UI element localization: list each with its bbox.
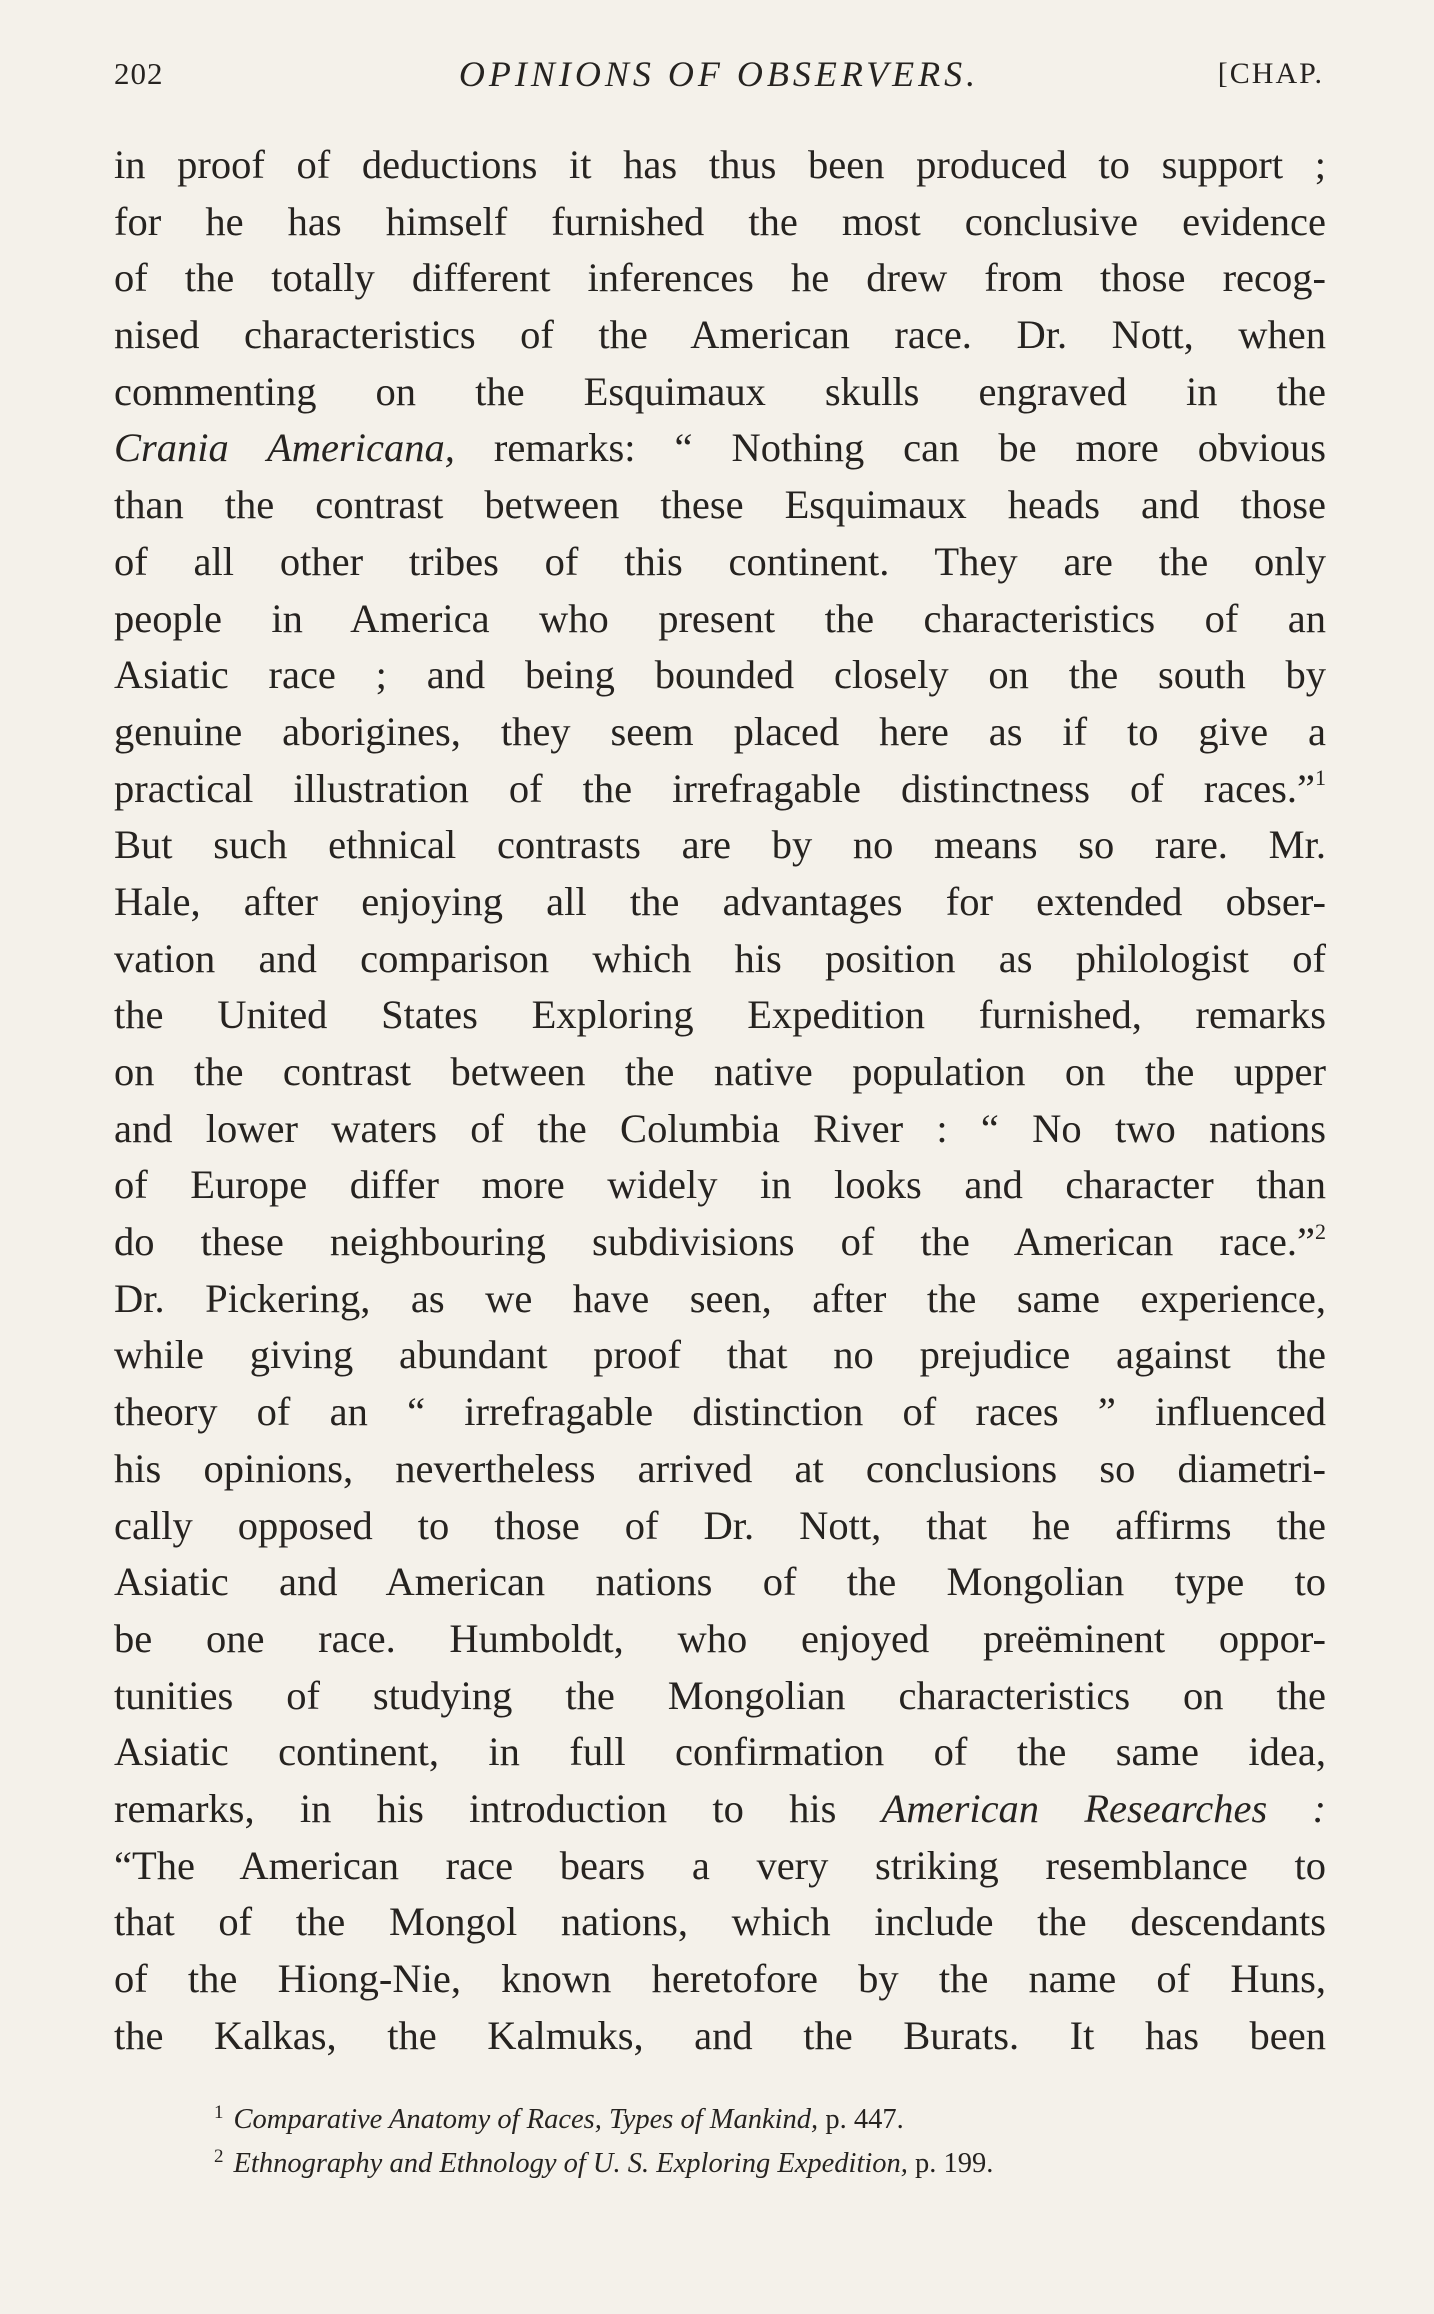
text-line — [114, 1894, 1326, 1951]
text-line — [114, 534, 1326, 591]
text-segment: Asiatic race ; and being bounded closely on the south by — [114, 652, 1326, 698]
text-line — [114, 2008, 1326, 2065]
text-line — [114, 987, 1326, 1044]
text-segment: while giving abundant proof that no prejudice against the — [114, 1332, 1326, 1378]
text-segment: Hale, after enjoying all the advantages for extended obser- — [114, 878, 1326, 924]
text-line — [114, 1157, 1326, 1214]
text-line — [114, 931, 1326, 988]
text-line — [114, 420, 1326, 477]
text-line — [114, 1044, 1326, 1101]
text-segment: Asiatic continent, in full confirmation of the same idea, — [114, 1729, 1326, 1775]
text-segment: his opinions, nevertheless arrived at conclusions so diametri- — [114, 1445, 1326, 1491]
text-line — [114, 761, 1326, 818]
text-segment: nised characteristics of the American race. Dr. Nott, when — [114, 312, 1326, 358]
text-segment: Dr. Pickering, as we have seen, after the same experience, — [114, 1275, 1326, 1321]
footnote — [214, 2098, 1314, 2142]
footnote-mark: 2 — [214, 2145, 224, 2167]
text-segment: that of the Mongol nations, which include the descendants — [114, 1899, 1326, 1945]
text-segment: remarks, in his introduction to his — [114, 1785, 882, 1831]
text-segment: of the totally different inferences he drew from those recog- — [114, 255, 1326, 301]
text-segment: in proof of deductions it has thus been produced to support ; — [114, 142, 1326, 187]
text-segment: vation and comparison which his position as philologist of — [114, 935, 1326, 981]
text-line — [114, 647, 1326, 704]
text-segment: of Europe differ more widely in looks and character than — [114, 1162, 1326, 1208]
text-line — [114, 704, 1326, 761]
body-text — [114, 137, 1326, 2064]
text-segment: the United States Exploring Expedition furnished, remarks — [114, 992, 1326, 1038]
footnote-reference: 1 — [1315, 765, 1326, 791]
text-segment: Asiatic and American nations of the Mongolian type to — [114, 1559, 1326, 1605]
text-line — [114, 250, 1326, 307]
text-segment: on the contrast between the native population on the upper — [114, 1049, 1326, 1094]
text-segment: practical illustration of the irrefragable distinctness of races.” — [114, 765, 1315, 811]
footnote-citation-title: Ethnography and Ethnology of U. S. Exploring Expedition, — [233, 2148, 908, 2179]
text-line — [114, 1441, 1326, 1498]
text-line — [114, 1611, 1326, 1668]
text-line — [114, 1214, 1326, 1271]
text-line — [114, 1951, 1326, 2008]
footnote-page-ref: p. 199. — [907, 2148, 994, 2179]
text-segment: tunities of studying the Mongolian characteristics on the — [114, 1672, 1326, 1718]
text-segment: of all other tribes of this continent. They are the only — [114, 538, 1326, 584]
text-line — [114, 1498, 1326, 1555]
text-line — [114, 1781, 1326, 1838]
italic-text: Crania Americana, — [114, 425, 455, 471]
chapter-marker: [CHAP. — [1217, 57, 1324, 90]
running-title: OPINIONS OF OBSERVERS. — [458, 54, 980, 94]
text-segment: But such ethnical contrasts are by no means so rare. Mr. — [114, 822, 1326, 868]
text-segment: the Kalkas, the Kalmuks, and the Burats. It has been — [114, 2012, 1326, 2058]
text-segment: people in America who present the characteristics of an — [114, 595, 1326, 641]
text-line — [114, 137, 1326, 194]
italic-text: American Researches : — [881, 1785, 1326, 1831]
footnote-citation-title: Comparative Anatomy of Races, Types of Mankind, — [233, 2104, 819, 2135]
text-segment: remarks: “ Nothing can be more obvious — [454, 425, 1327, 471]
text-segment: and lower waters of the Columbia River : “ No two nations — [114, 1105, 1326, 1151]
text-segment: for he has himself furnished the most conclusive evidence — [114, 198, 1326, 244]
running-head — [114, 52, 1324, 96]
text-line — [114, 817, 1326, 874]
text-line — [114, 1101, 1326, 1158]
text-line — [114, 1724, 1326, 1781]
text-segment: be one race. Humboldt, who enjoyed preëminent oppor- — [114, 1615, 1326, 1661]
page-number: 202 — [114, 56, 164, 91]
text-line — [114, 364, 1326, 421]
text-line — [114, 477, 1326, 534]
text-line — [114, 194, 1326, 251]
text-segment: than the contrast between these Esquimaux heads and those — [114, 482, 1326, 528]
text-segment: of the Hiong-Nie, known heretofore by the name of Huns, — [114, 1956, 1326, 2001]
text-segment: do these neighbouring subdivisions of the American race.” — [114, 1219, 1315, 1265]
text-line — [114, 874, 1326, 931]
footnote — [214, 2142, 1314, 2186]
text-segment: “The American race bears a very striking resemblance to — [114, 1842, 1326, 1888]
text-line — [114, 1668, 1326, 1725]
text-line — [114, 591, 1326, 648]
text-segment: commenting on the Esquimaux skulls engraved in the — [114, 368, 1326, 414]
text-line — [114, 307, 1326, 364]
text-line — [114, 1838, 1326, 1895]
footnotes — [214, 2098, 1314, 2186]
text-line — [114, 1327, 1326, 1384]
text-segment: theory of an “ irrefragable distinction of races ” influenced — [114, 1389, 1326, 1435]
footnote-page-ref: p. 447. — [818, 2104, 904, 2135]
footnote-mark: 1 — [214, 2101, 224, 2123]
text-line — [114, 1554, 1326, 1611]
footnote-reference: 2 — [1315, 1218, 1326, 1244]
text-line — [114, 1384, 1326, 1441]
text-line — [114, 1271, 1326, 1328]
text-segment: cally opposed to those of Dr. Nott, that he affirms the — [114, 1502, 1326, 1548]
text-segment: genuine aborigines, they seem placed here as if to give a — [114, 708, 1326, 754]
